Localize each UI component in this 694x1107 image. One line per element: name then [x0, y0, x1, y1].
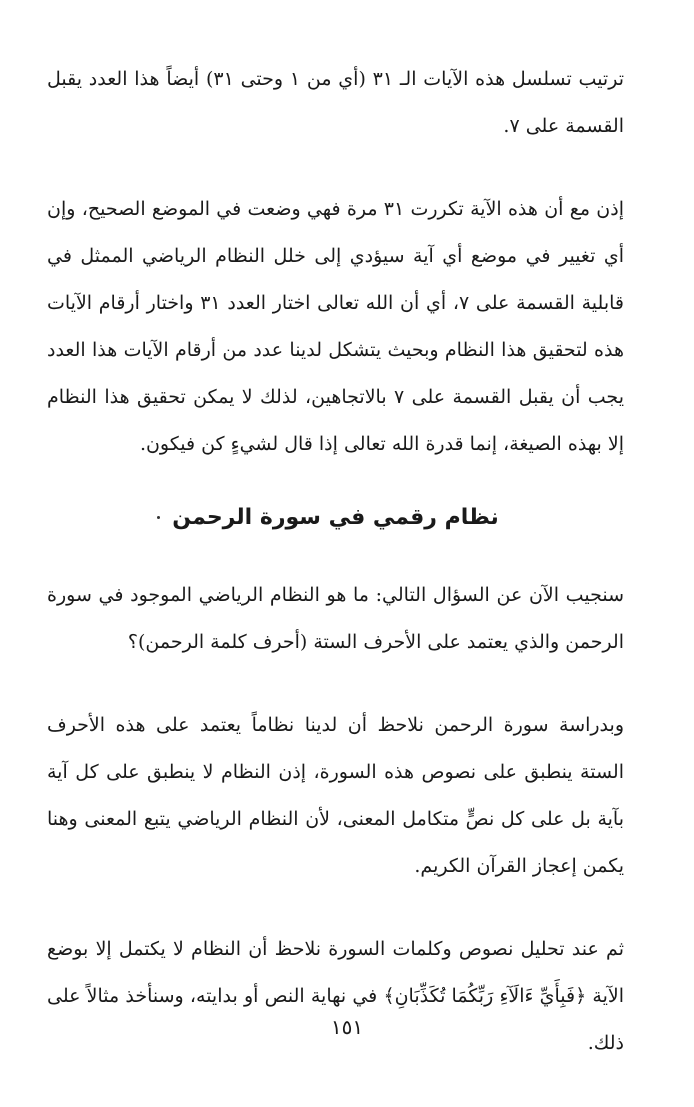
page-number: ١٥١: [330, 1015, 364, 1039]
section-heading: نظام رقمي في سورة الرحمن: [172, 505, 499, 530]
paragraph-3: سنجيب الآن عن السؤال التالي: ما هو النظام الرياضي الموجود في سورة الرحمن والذي يعتمد على الأحرف الستة (أحرف كلمة الرحمن)؟: [47, 584, 624, 653]
paragraph-4: وبدراسة سورة الرحمن نلاحظ أن لدينا نظاماً يعتمد على هذه الأحرف الستة ينطبق على نصوص هذه السورة، إذن النظام لا ينطبق على كل آية بآية بل على كل نصٍّ متكامل المعنى، لأن النظام الرياضي يتبع المعنى وهنا يكمن إعجاز القرآن الكريم.: [47, 714, 624, 877]
stray-dot: [157, 516, 160, 519]
paragraph-1: ترتيب تسلسل هذه الآيات الـ ٣١ (أي من ١ وحتى ٣١) أيضاً هذا العدد يقبل القسمة على ٧.: [47, 68, 624, 137]
paragraph-2: إذن مع أن هذه الآية تكررت ٣١ مرة فهي وضعت في الموضع الصحيح، وإن أي تغيير في موضع أي آية سيؤدي إلى خلل النظام الرياضي الممثل في قابلية القسمة على ٧، أي أن الله تعالى اختار العدد ٣١ واختار أرقام الآيات هذه لتحقيق هذا النظام وبحيث يتشكل لدينا عدد من أرقام الآيات هذا العدد يجب أن يقبل القسمة على ٧ بالاتجاهين، لذلك لا يمكن تحقيق هذا النظام إلا بهذه الصيغة، إنما قدرة الله تعالى إذا قال لشيءٍ كن فيكون.: [47, 198, 624, 455]
section-heading-wrap: [47, 498, 624, 538]
page-body: [47, 56, 624, 1067]
paragraph-5: ثم عند تحليل نصوص وكلمات السورة نلاحظ أن النظام لا يكتمل إلا بوضع الآية ﴿فَبِأَيِّ ءَالَآءِ رَبِّكُمَا تُكَذِّبَانِ﴾ في نهاية النص أو بدايته، وسنأخذ مثالاً على ذلك.: [47, 938, 624, 1054]
